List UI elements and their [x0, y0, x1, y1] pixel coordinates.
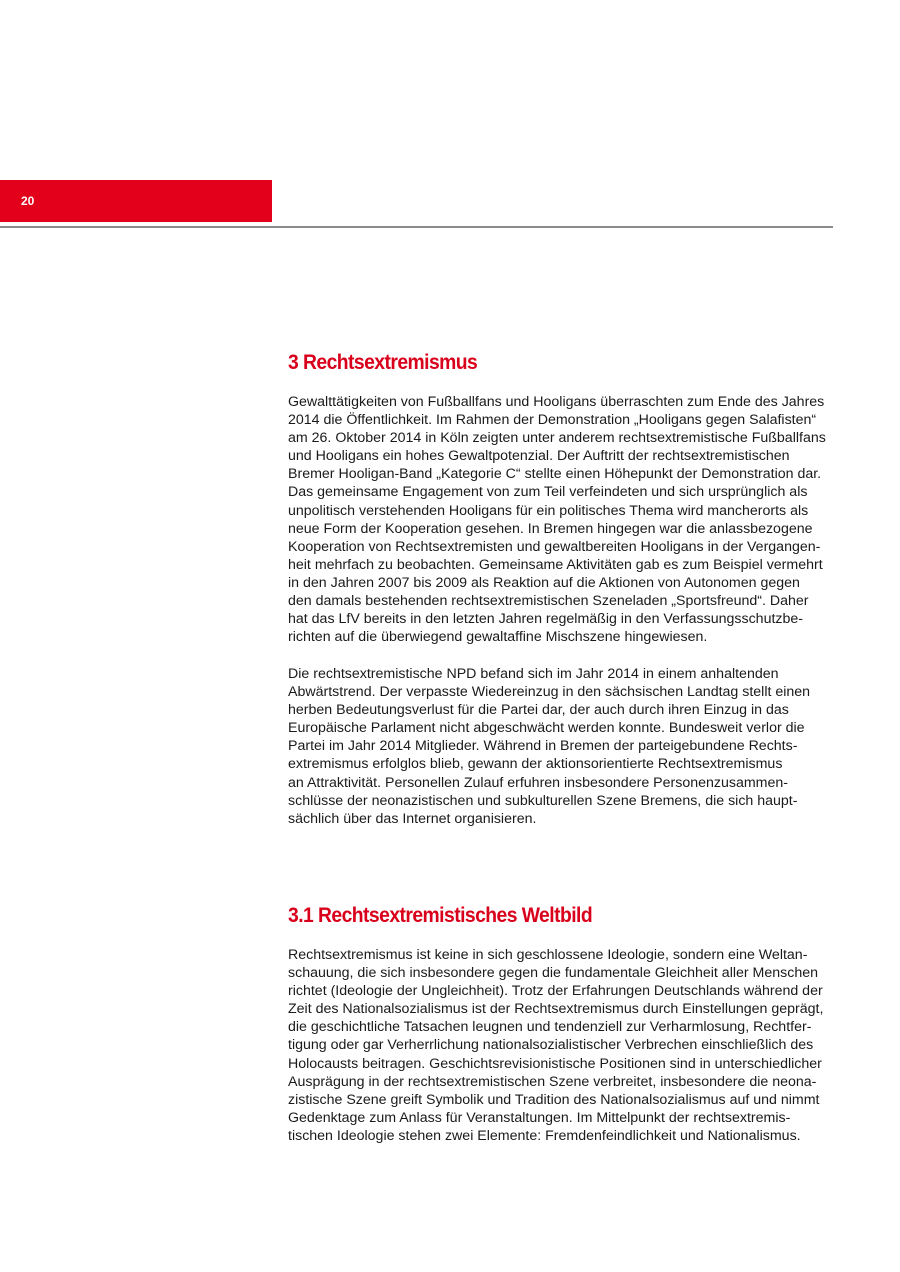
text-line: heit mehrfach zu beobachten. Gemeinsame Aktivitäten gab es zum Beispiel vermehrt: [288, 556, 823, 573]
section-rechtsextremismus: [288, 350, 848, 376]
text-line: Bremer Hooligan-Band „Kategorie C“ stellte einen Höhepunkt der Demonstration dar.: [288, 466, 822, 483]
text-line: Zeit des Nationalsozialismus ist der Rechtsextremismus durch Einstellungen geprägt,: [288, 1001, 824, 1018]
text-line: zistische Szene greift Symbolik und Tradition des Nationalsozialismus auf und nimmt: [288, 1091, 820, 1108]
text-line: Gedenktage zum Anlass für Veranstaltungen. Im Mittelpunkt der rechtsextremis-: [288, 1109, 791, 1126]
text-line: richten auf die überwiegend gewaltaffine Mischszene hingewiesen.: [288, 629, 708, 646]
text-line: Die rechtsextremistische NPD befand sich im Jahr 2014 in einem anhaltenden: [288, 666, 779, 682]
section-rechtsextremistisches-weltbild: [288, 903, 848, 929]
text-line: tigung oder gar Verherrlichung nationalsozialistischer Verbrechen einschließlich des: [288, 1037, 814, 1054]
section-heading: 3.1 Rechtsextremistisches Weltbild: [288, 904, 593, 927]
text-line: Holocausts beitragen. Geschichtsrevisionistische Positionen sind in unterschiedlicher: [288, 1055, 822, 1072]
text-line: herben Bedeutungsverlust für die Partei dar, der auch durch ihren Einzug in das: [288, 702, 789, 719]
section-heading: 3 Rechtsextremismus: [288, 351, 478, 374]
text-line: Ausprägung in der rechtsextremistischen Szene verbreitet, insbesondere die neona-: [288, 1073, 817, 1090]
text-line: Gewalttätigkeiten von Fußballfans und Hooligans überraschten zum Ende des Jahres: [288, 394, 825, 410]
text-line: Das gemeinsame Engagement von zum Teil verfeindeten und sich ursprünglich als: [288, 484, 808, 501]
text-line: extremismus erfolglos blieb, gewann der aktionsorientierte Rechtsextremismus: [288, 756, 783, 773]
text-line: Rechtsextremismus ist keine in sich geschlossene Ideologie, sondern eine Weltan-: [288, 947, 808, 963]
text-line: 2014 die Öffentlichkeit. Im Rahmen der Demonstration „Hooligans gegen Salafisten“: [288, 412, 817, 429]
text-line: am 26. Oktober 2014 in Köln zeigten unter anderem rechtsextremistische Fußballfans: [288, 430, 826, 447]
text-line: tischen Ideologie stehen zwei Elemente: Fremdenfeindlichkeit und Nationalismus.: [288, 1127, 801, 1144]
text-line: schlüsse der neonazistischen und subkulturellen Szene Bremens, die sich haupt-: [288, 792, 798, 809]
text-line: an Attraktivität. Personellen Zulauf erfuhren insbesondere Personenzusammen-: [288, 774, 788, 791]
text-line: neue Form der Kooperation gesehen. In Bremen hingegen war die anlassbezogene: [288, 520, 813, 537]
text-line: schauung, die sich insbesondere gegen die fundamentale Gleichheit aller Menschen: [288, 965, 819, 982]
text-line: Europäische Parlament nicht abgeschwächt werden konnte. Bundesweit verlor die: [288, 720, 805, 737]
paragraph: [288, 393, 848, 646]
header-divider: [0, 226, 833, 228]
text-line: richtet (Ideologie der Ungleichheit). Trotz der Erfahrungen Deutschlands während der: [288, 983, 823, 1000]
text-line: Kooperation von Rechtsextremisten und gewaltbereiten Hooligans in der Vergangen-: [288, 538, 821, 555]
text-line: Abwärtstrend. Der verpasste Wiedereinzug in den sächsischen Landtag stellt einen: [288, 684, 811, 701]
text-line: unpolitisch verstehenden Hooligans für ein politisches Thema wird mancherorts als: [288, 502, 809, 519]
text-line: hat das LfV bereits in den letzten Jahren regelmäßig in den Verfassungsschutzbe-: [288, 611, 803, 628]
text-line: sächlich über das Internet organisieren.: [288, 810, 537, 827]
paragraph: [288, 946, 848, 1145]
text-line: den damals bestehenden rechtsextremistischen Szeneladen „Sportsfreund“. Daher: [288, 593, 809, 610]
section-paragraph-1: [288, 393, 848, 646]
page-number: 20: [21, 194, 35, 208]
paragraph: [288, 665, 848, 828]
text-line: in den Jahren 2007 bis 2009 als Reaktion auf die Aktionen von Autonomen gegen: [288, 574, 800, 591]
page-number-tab: [0, 180, 272, 222]
section-paragraph-3: [288, 946, 848, 1145]
text-line: und Hooligans ein hohes Gewaltpotenzial. Der Auftritt der rechtsextremistischen: [288, 448, 790, 465]
text-line: Partei im Jahr 2014 Mitglieder. Während in Bremen der parteigebundene Rechts-: [288, 738, 798, 755]
text-line: die geschichtliche Tatsachen leugnen und tendenziell zur Verharmlosung, Rechtfer-: [288, 1019, 812, 1036]
section-paragraph-2: [288, 665, 848, 828]
